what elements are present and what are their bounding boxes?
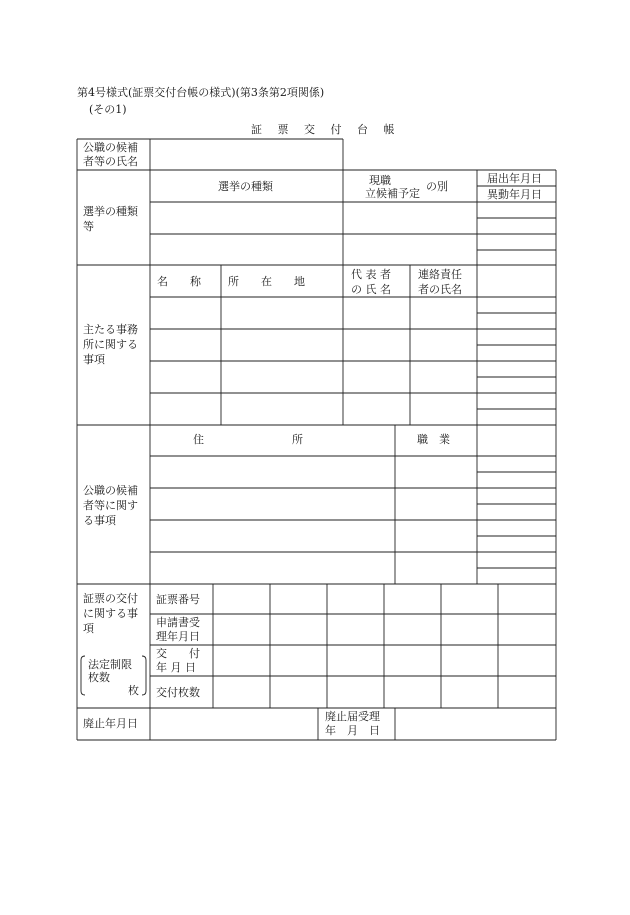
office-label-line2: 所に関する bbox=[83, 338, 138, 351]
count-unit: 枚 bbox=[128, 684, 139, 697]
contact-header-line2: 者の氏名 bbox=[418, 283, 462, 296]
issuance-label-line2: に関する事 bbox=[83, 607, 138, 620]
issuance-label-line3: 項 bbox=[83, 622, 94, 635]
office-label-line1: 主たる事務 bbox=[83, 323, 138, 336]
candidate-label-line3: る事項 bbox=[83, 514, 116, 527]
row-label-issue-date-line2: 年 月 日 bbox=[156, 661, 196, 674]
status-header-line2: 立候補予定 bbox=[365, 187, 420, 200]
office-label-line3: 事項 bbox=[83, 353, 105, 366]
legal-limit-left-bracket bbox=[81, 656, 85, 695]
row-label-certificate-number: 証票番号 bbox=[156, 593, 200, 606]
row-label-issued-count: 交付枚数 bbox=[156, 686, 200, 699]
legal-limit-right-bracket bbox=[142, 656, 146, 695]
abolition-receipt-line2: 年 月 日 bbox=[325, 724, 380, 737]
office-location-header: 所 在 地 bbox=[228, 275, 305, 288]
date-header-1: 届出年月日 bbox=[487, 172, 542, 185]
row-label-issue-date-line1: 交 付 bbox=[156, 647, 200, 660]
representative-header-line1: 代 表 者 bbox=[351, 268, 391, 281]
form-title: 第4号様式(証票交付台帳の様式)(第3条第2項関係) bbox=[77, 86, 325, 99]
candidate-name-label-line1: 公職の候補 bbox=[83, 141, 138, 154]
date-header-2: 異動年月日 bbox=[487, 188, 542, 201]
election-label-line1: 選挙の種類 bbox=[83, 205, 138, 218]
representative-header-line2: の 氏 名 bbox=[351, 283, 391, 296]
abolition-date-label: 廃止年月日 bbox=[83, 717, 138, 730]
candidate-label-line2: 者等に関す bbox=[83, 499, 138, 512]
row-label-application-line1: 申請書受 bbox=[156, 616, 200, 629]
issuance-label-line1: 証票の交付 bbox=[83, 592, 138, 605]
address-header: 住 所 bbox=[193, 433, 303, 446]
count-label: 枚数 bbox=[88, 671, 110, 684]
form-part: (その1) bbox=[89, 103, 127, 116]
candidate-label-line1: 公職の候補 bbox=[83, 484, 138, 497]
abolition-receipt-line1: 廃止届受理 bbox=[325, 710, 380, 723]
candidate-name-label-line2: 者等の氏名 bbox=[83, 155, 138, 168]
status-header-line1: 現職 bbox=[369, 174, 391, 187]
row-label-application-line2: 理年月日 bbox=[156, 630, 200, 643]
office-name-header: 名 称 bbox=[157, 275, 201, 288]
election-type-header: 選挙の種類 bbox=[218, 180, 273, 193]
status-header-suffix: の別 bbox=[426, 180, 448, 193]
ledger-title: 証 票 交 付 台 帳 bbox=[251, 123, 401, 136]
occupation-header: 職 業 bbox=[417, 433, 450, 446]
election-label-line2: 等 bbox=[83, 220, 94, 233]
contact-header-line1: 連絡責任 bbox=[418, 268, 462, 281]
legal-limit-label: 法定制限 bbox=[88, 658, 132, 671]
